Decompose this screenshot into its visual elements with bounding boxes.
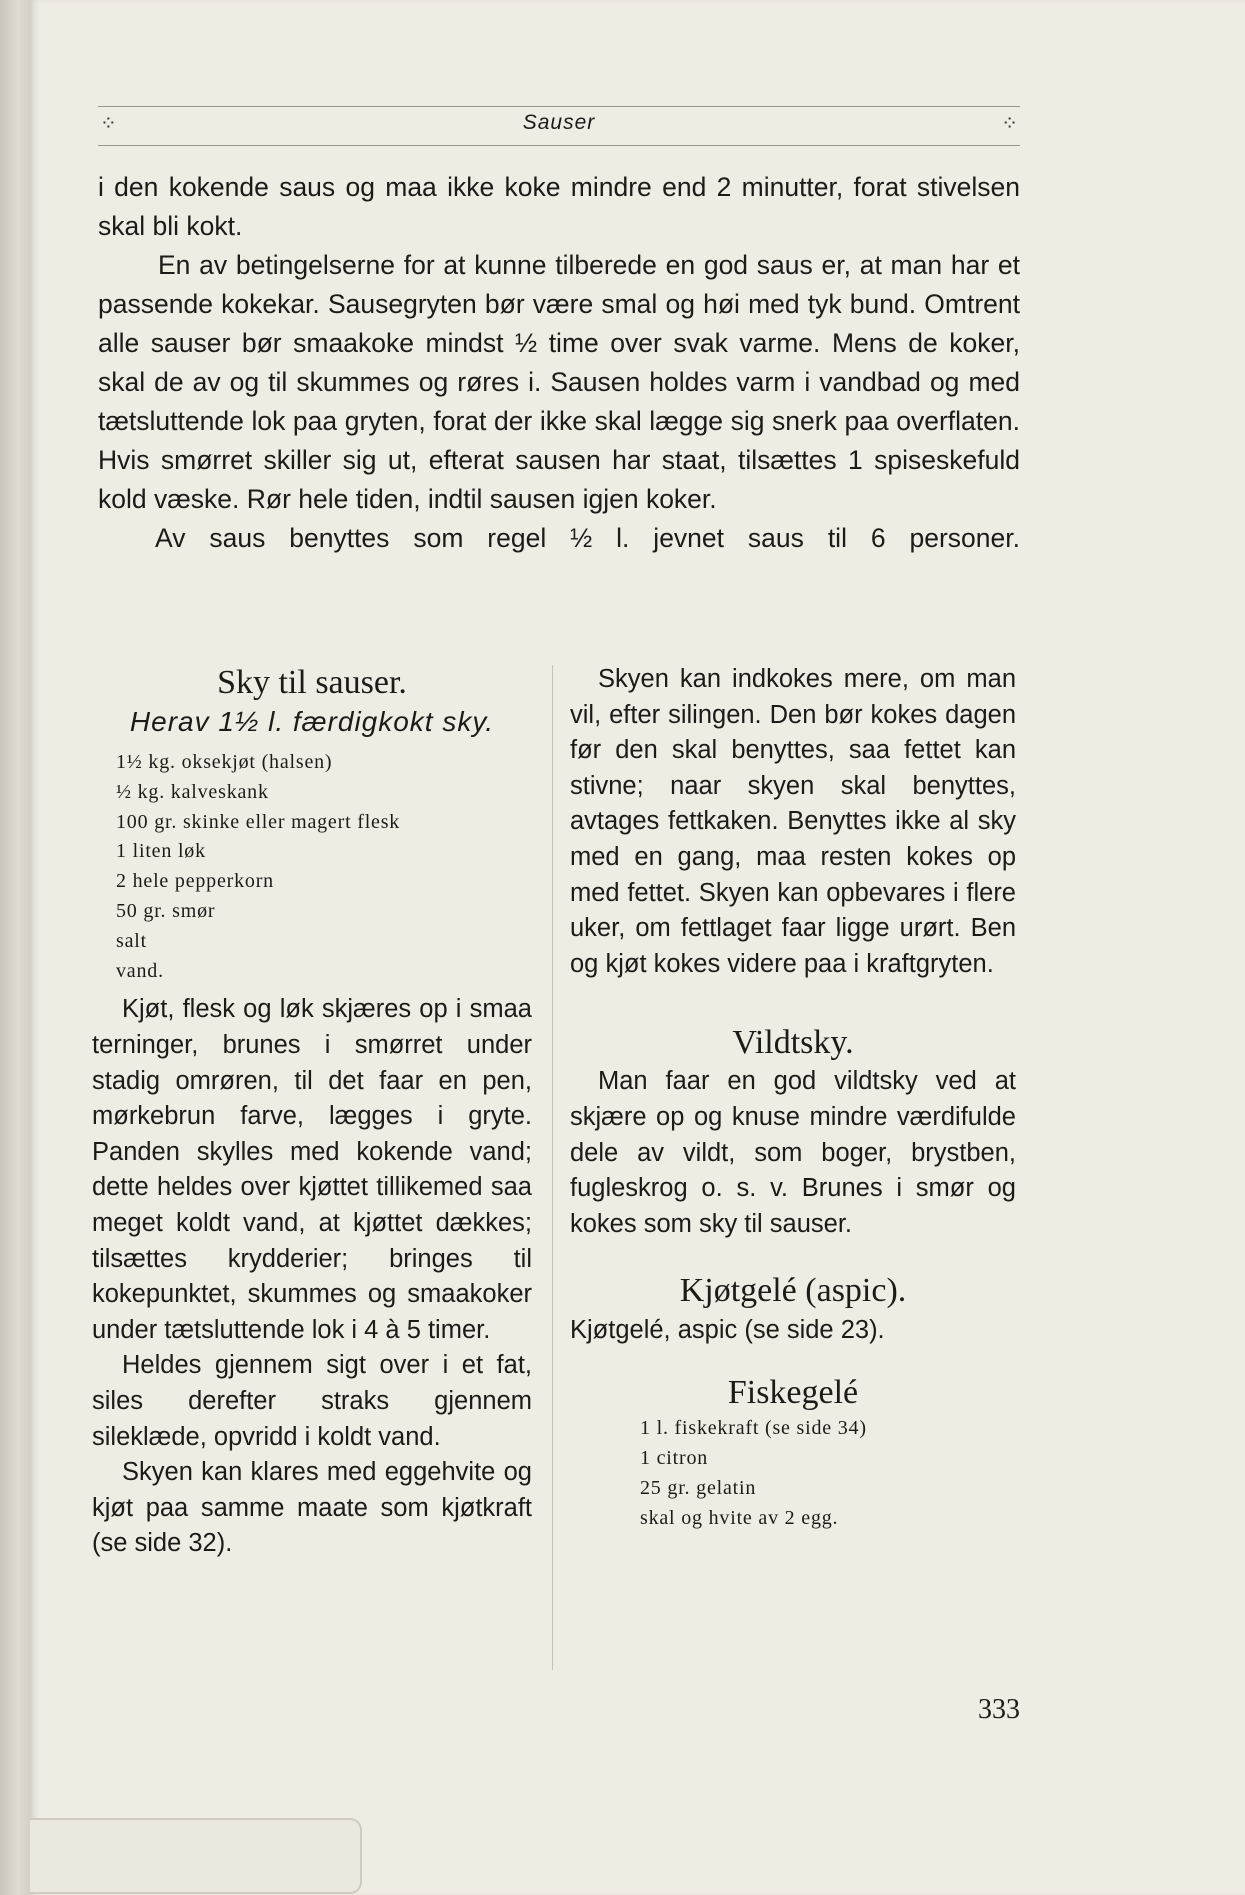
running-title: Sauser — [522, 111, 596, 134]
sky-paragraph-2: Heldes gjennem sigt over i et fat, siles derefter straks gjennem sileklæde, opvridd i koldt vand. — [92, 1351, 532, 1451]
ingredient-item: 100 gr. skinke eller magert flesk — [116, 810, 401, 833]
vildtsky-text: Man faar en god vildtsky ved at skjære op og knuse mindre værdifulde dele av vildt, som boger, brystben, fugleskrog o. s. v. Brunes i smør og kokes som sky til sauser. — [570, 1067, 1016, 1238]
ingredient-item: 1 liten løk — [116, 840, 206, 863]
ingredient-item: 1½ kg. oksekjøt (halsen) — [116, 751, 333, 773]
ingredient-item: 1 citron — [640, 1447, 709, 1470]
sky-heading: Sky til sauser. — [217, 664, 407, 701]
sky-ingredient-list — [92, 748, 532, 986]
intro-paragraph-3: Av saus benyttes som regel ½ l. jevnet saus til 6 personer. — [155, 523, 1020, 553]
right-column — [570, 662, 1016, 1534]
ingredient-item: 25 gr. gelatin — [640, 1476, 757, 1499]
ingredient-item: 2 hele pepperkorn — [116, 870, 274, 893]
book-spine — [0, 0, 30, 1895]
column-divider — [552, 665, 553, 1670]
ingredient-item: vand. — [116, 959, 164, 982]
left-column — [92, 662, 532, 1562]
ingredient-item: 1 l. fiskekraft (se side 34) — [640, 1417, 867, 1440]
ingredient-item: skal og hvite av 2 egg. — [640, 1506, 839, 1529]
ornament-right-icon: ⁘ — [1001, 111, 1018, 135]
intro-paragraph-1: i den kokende saus og maa ikke koke mindre end 2 minutter, forat stivelsen skal bli kokt. — [98, 172, 1020, 241]
sky-paragraph-4: Skyen kan indkokes mere, om man vil, efter silingen. Den bør kokes dagen før den skal benyttes, saa fettet kan stivne; naar skyen skal benyttes, avtages fettkaken. Benyttes ikke al sky med en gang, maa resten kokes op med fettet. Skyen kan opbevares i flere uker, om fettlaget faar ligge urørt. Ben og kjøt kokes videre paa i kraftgryten. — [570, 665, 1016, 978]
kjotgele-text: Kjøtgelé, aspic (se side 23). — [570, 1316, 885, 1345]
ingredient-item: 50 gr. smør — [116, 899, 216, 922]
running-header — [98, 106, 1020, 146]
intro-paragraph-2: En av betingelserne for at kunne tilberede en god saus er, at man har et passende kokekar. Sausegryten bør være smal og høi med tyk bund. Omtrent alle sauser bør smaakoke mindst ½ time over svak varme. Mens de koker, skal de av og til skummes og røres i. Sausen holdes varm i vandbad og med tætsluttende lok paa gryten, forat der ikke skal lægge sig snerk paa overflaten. Hvis smørret skiller sig ut, efterat sausen har staat, tilsættes 1 spiseskefuld kold væske. Rør hele tiden, indtil sausen igjen koker. — [98, 250, 1020, 514]
page-number: 333 — [978, 1694, 1020, 1725]
vildtsky-heading: Vildtsky. — [732, 1024, 854, 1062]
ornament-left-icon: ⁘ — [100, 111, 117, 135]
sky-paragraph-1: Kjøt, flesk og løk skjæres op i smaa terninger, brunes i smørret under stadig omrøren, til det faar en pen, mørkebrun farve, lægges i gryte. Panden skylles med kokende vand; dette heldes over kjøttet tillikemed saa meget koldt vand, at kjøttet dækkes; tilsættes krydderier; bringes til kokepunktet, skummes og smaakoker under tætsluttende lok i 4 à 5 timer. — [92, 995, 532, 1344]
intro-text — [98, 168, 1020, 558]
kjotgele-heading: Kjøtgelé (aspic). — [679, 1272, 907, 1310]
sky-paragraph-3: Skyen kan klares med eggehvite og kjøt paa samme maate som kjøtkraft (se side 32). — [92, 1458, 532, 1558]
page-tab-marker — [30, 1818, 362, 1894]
fiskegele-ingredient-list — [570, 1414, 1016, 1533]
ingredient-item: salt — [116, 929, 147, 952]
ingredient-item: ½ kg. kalveskank — [116, 780, 269, 803]
fiskegele-heading: Fiskegelé — [727, 1374, 859, 1412]
sky-subheading: Herav 1½ l. færdigkokt sky. — [129, 706, 495, 737]
